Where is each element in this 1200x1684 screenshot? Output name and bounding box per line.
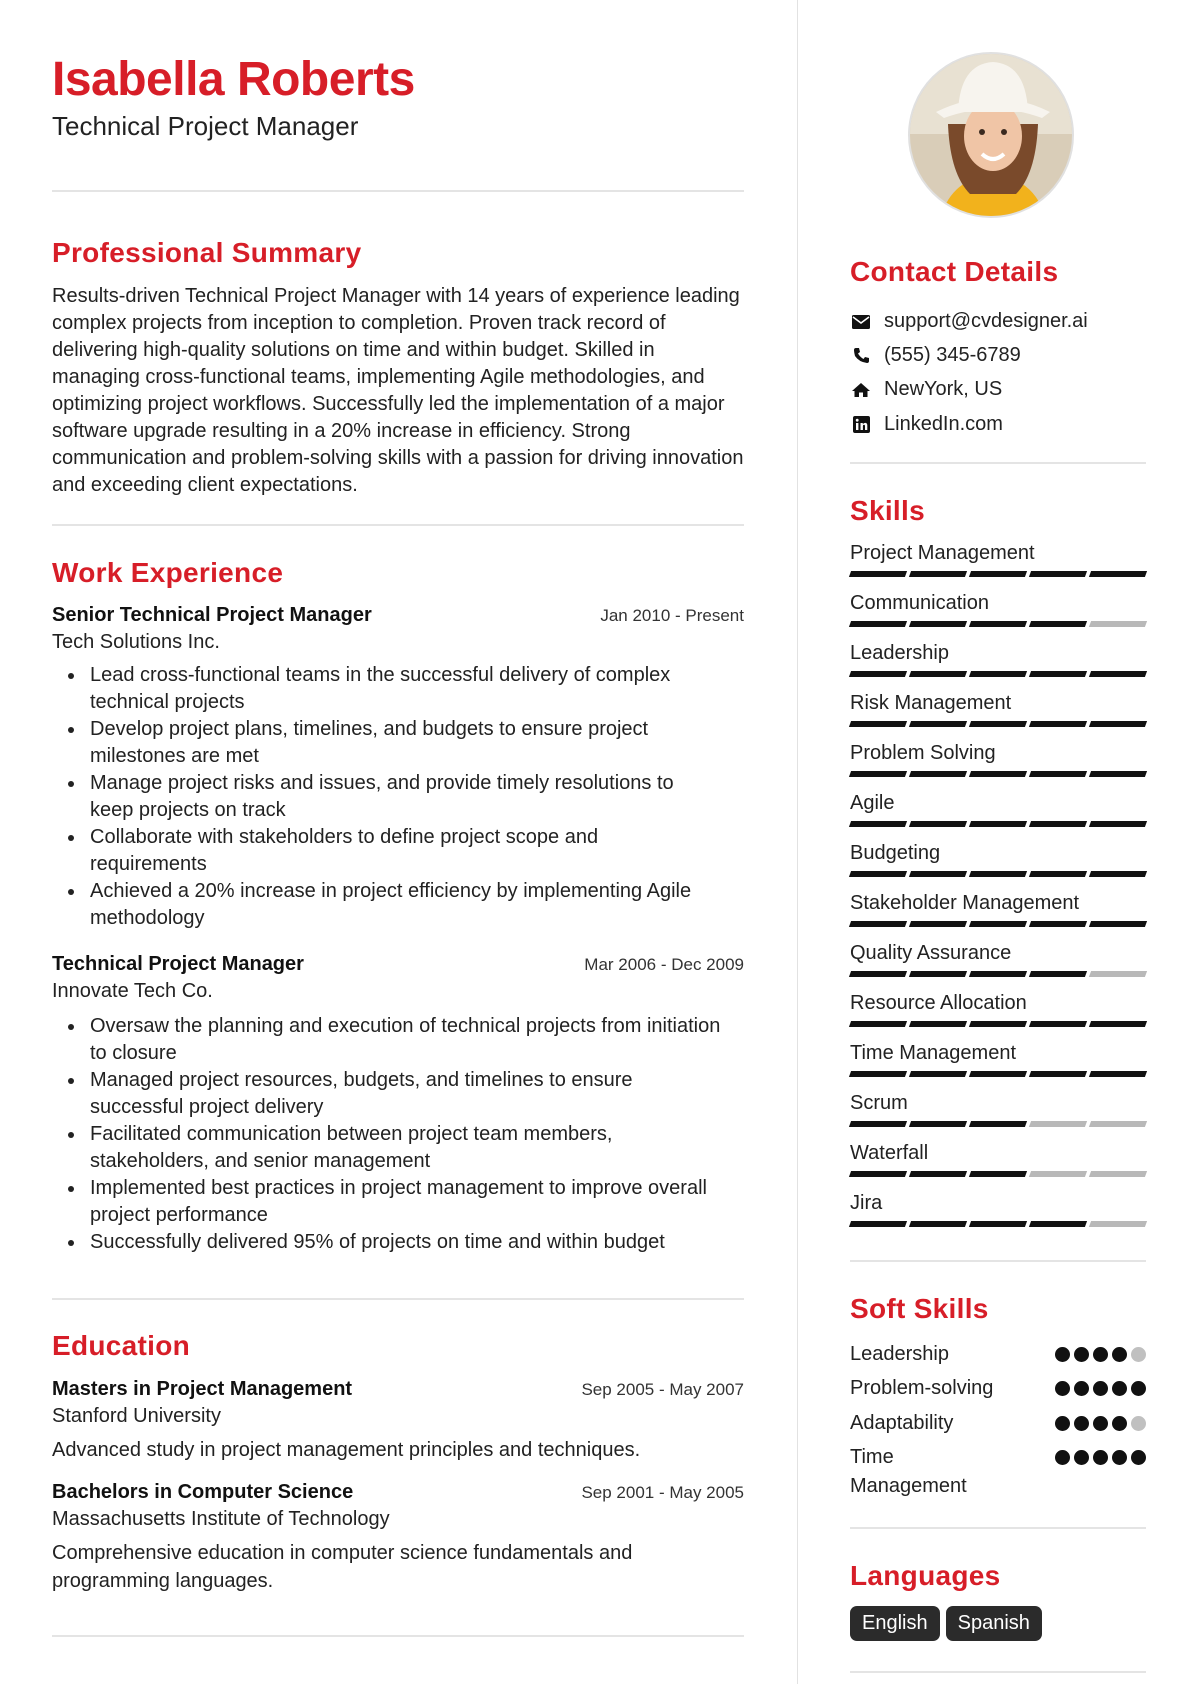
rating-dot (1131, 1381, 1146, 1396)
education-entry (52, 1378, 744, 1464)
skill-level-segment (849, 671, 907, 677)
candidate-title: Technical Project Manager (52, 111, 359, 141)
skill-item (850, 542, 1146, 577)
skill-item (850, 642, 1146, 677)
job-bullets (52, 1013, 744, 1256)
degree-dates: Sep 2005 - May 2007 (581, 1380, 744, 1399)
skill-item (850, 1142, 1146, 1177)
skill-level-segment (1089, 921, 1147, 927)
skill-item (850, 592, 1146, 627)
phone-text: (555) 345-6789 (884, 344, 1021, 366)
skill-level-segment (1029, 1071, 1087, 1077)
skill-level-segment (1029, 671, 1087, 677)
skill-level-segment (849, 1171, 907, 1177)
location-text: NewYork, US (884, 378, 1003, 400)
skill-name: Resource Allocation (850, 992, 1027, 1014)
skill-name: Risk Management (850, 692, 1012, 714)
rating-dot (1055, 1416, 1070, 1431)
skill-level-segment (909, 1071, 967, 1077)
list-item: Facilitated communication between project team members, stakeholders, and senior management (52, 1121, 692, 1175)
degree-description: Advanced study in project management principles and techniques. (52, 1439, 641, 1461)
skill-level-bar (850, 721, 1146, 727)
skill-level-segment (909, 771, 967, 777)
skill-level-bar (850, 1221, 1146, 1227)
skill-level-segment (1029, 721, 1087, 727)
soft-skill-name: Adaptability (850, 1412, 954, 1434)
contact-phone[interactable] (850, 344, 1021, 367)
job-title: Technical Project Manager (52, 953, 304, 975)
linkedin-text: LinkedIn.com (884, 413, 1003, 435)
soft-skill-item (850, 1340, 1146, 1369)
column-divider (797, 0, 798, 1684)
skill-level-segment (909, 1171, 967, 1177)
skill-level-segment (849, 1071, 907, 1077)
skill-level-segment (849, 571, 907, 577)
skill-level-segment (1089, 671, 1147, 677)
school-name: Stanford University (52, 1405, 221, 1427)
education-entry (52, 1481, 744, 1595)
experience-heading: Work Experience (52, 557, 284, 588)
rating-dot (1055, 1347, 1070, 1362)
skill-level-segment (969, 1171, 1027, 1177)
skill-level-segment (1089, 971, 1147, 977)
soft-skill-rating (1055, 1409, 1146, 1438)
list-item: Lead cross-functional teams in the successful delivery of complex technical projects (52, 662, 672, 716)
rating-dot (1112, 1347, 1127, 1362)
skill-item (850, 1192, 1146, 1227)
soft-skill-name: Time Management (850, 1446, 967, 1497)
soft-skill-rating (1055, 1443, 1146, 1501)
rating-dot (1093, 1450, 1108, 1465)
skill-item (850, 942, 1146, 977)
skill-level-segment (1089, 621, 1147, 627)
skill-level-bar (850, 971, 1146, 977)
degree-title: Masters in Project Management (52, 1378, 353, 1400)
divider (52, 190, 744, 192)
skill-level-segment (909, 721, 967, 727)
skill-item (850, 1042, 1146, 1077)
skill-level-segment (909, 1021, 967, 1027)
skill-name: Leadership (850, 642, 949, 664)
soft-skill-rating (1055, 1374, 1146, 1403)
divider (850, 1671, 1146, 1673)
rating-dot (1055, 1381, 1070, 1396)
skill-level-segment (849, 771, 907, 777)
home-icon (850, 379, 872, 401)
list-item: Implemented best practices in project management to improve overall project performance (52, 1175, 744, 1229)
profile-photo (908, 52, 1074, 218)
skill-level-bar (850, 1021, 1146, 1027)
skill-level-segment (849, 971, 907, 977)
rating-dot (1093, 1416, 1108, 1431)
skill-level-segment (969, 921, 1027, 927)
skill-level-segment (849, 1021, 907, 1027)
job-title: Senior Technical Project Manager (52, 604, 372, 626)
skill-item (850, 792, 1146, 827)
skill-level-segment (849, 621, 907, 627)
rating-dot (1131, 1450, 1146, 1465)
skill-name: Scrum (850, 1092, 908, 1114)
skill-level-segment (909, 871, 967, 877)
soft-skill-item (850, 1374, 1146, 1403)
skill-name: Agile (850, 792, 895, 814)
skill-level-segment (1089, 1021, 1147, 1027)
skill-level-segment (1089, 871, 1147, 877)
list-item: Managed project resources, budgets, and timelines to ensure successful project delivery (52, 1067, 692, 1121)
divider (52, 1298, 744, 1300)
divider (52, 524, 744, 526)
rating-dot (1112, 1416, 1127, 1431)
contact-location (850, 378, 1002, 401)
rating-dot (1131, 1347, 1146, 1362)
skill-level-segment (909, 971, 967, 977)
skill-level-segment (909, 821, 967, 827)
skill-level-segment (909, 1221, 967, 1227)
skill-level-segment (969, 671, 1027, 677)
skill-level-bar (850, 921, 1146, 927)
divider (52, 1635, 744, 1637)
soft-skill-item (850, 1443, 1146, 1501)
soft-skill-rating (1055, 1340, 1146, 1369)
skill-level-segment (969, 1071, 1027, 1077)
candidate-name: Isabella Roberts (52, 53, 415, 106)
degree-title: Bachelors in Computer Science (52, 1481, 354, 1503)
skill-level-segment (849, 721, 907, 727)
skill-level-bar (850, 1071, 1146, 1077)
languages-heading: Languages (850, 1560, 1001, 1591)
skill-name: Budgeting (850, 842, 941, 864)
skill-level-bar (850, 671, 1146, 677)
rating-dot (1074, 1347, 1089, 1362)
skill-level-segment (969, 721, 1027, 727)
skill-name: Communication (850, 592, 989, 614)
skill-level-segment (969, 821, 1027, 827)
skill-level-segment (849, 871, 907, 877)
skill-item (850, 992, 1146, 1027)
soft-skill-name: Problem-solving (850, 1377, 994, 1399)
skill-level-segment (909, 921, 967, 927)
skill-level-bar (850, 871, 1146, 877)
divider (850, 1527, 1146, 1529)
skill-level-segment (1029, 821, 1087, 827)
skill-level-segment (1029, 871, 1087, 877)
linkedin-icon (850, 414, 872, 436)
rating-dot (1093, 1347, 1108, 1362)
skill-level-segment (969, 571, 1027, 577)
skill-item (850, 842, 1146, 877)
skill-level-segment (1089, 721, 1147, 727)
job-entry (52, 604, 744, 932)
summary-text: Results-driven Technical Project Manager with 14 years of experience leading complex projects from inception to completion. Proven track record of delivering high-quality solutions on time and within budget. Skilled in managing cross-functional teams, implementing Agile methodologies, and optimizing project workflows. Successfully led the implementation of a major software upgrade resulting in a 20% increase in efficiency. Strong communication and problem-solving skills with a passion for driving innovation and exceeding client expectations. (52, 285, 744, 496)
skill-level-segment (909, 671, 967, 677)
skill-level-bar (850, 821, 1146, 827)
skill-level-segment (909, 1121, 967, 1127)
list-item: Successfully delivered 95% of projects on time and within budget (52, 1229, 744, 1256)
job-dates: Jan 2010 - Present (600, 606, 744, 625)
list-item: Manage project risks and issues, and provide timely resolutions to keep projects on track (52, 770, 722, 824)
list-item: Oversaw the planning and execution of technical projects from initiation to closure (52, 1013, 732, 1067)
company-name: Innovate Tech Co. (52, 980, 213, 1002)
skill-level-segment (849, 1121, 907, 1127)
skill-level-bar (850, 1121, 1146, 1127)
skill-level-segment (1089, 821, 1147, 827)
contact-heading: Contact Details (850, 256, 1059, 287)
skill-level-segment (849, 1221, 907, 1227)
rating-dot (1131, 1416, 1146, 1431)
skill-level-segment (969, 1221, 1027, 1227)
rating-dot (1093, 1381, 1108, 1396)
skill-name: Problem Solving (850, 742, 996, 764)
rating-dot (1074, 1381, 1089, 1396)
skill-level-segment (969, 971, 1027, 977)
skill-level-segment (1029, 771, 1087, 777)
skill-level-segment (1089, 1071, 1147, 1077)
contact-linkedin[interactable] (850, 413, 1003, 436)
skill-level-segment (1029, 571, 1087, 577)
skill-level-bar (850, 1171, 1146, 1177)
language-badge: Spanish (946, 1606, 1042, 1641)
skill-level-segment (1089, 1221, 1147, 1227)
contact-email[interactable] (850, 310, 1088, 333)
skill-level-segment (969, 1021, 1027, 1027)
education-heading: Education (52, 1330, 191, 1361)
summary-heading: Professional Summary (52, 237, 362, 268)
skill-level-bar (850, 771, 1146, 777)
skill-level-segment (969, 771, 1027, 777)
phone-icon (850, 345, 872, 367)
soft-skill-item (850, 1409, 1146, 1438)
skill-level-segment (1089, 1171, 1147, 1177)
skill-level-segment (1089, 771, 1147, 777)
soft-skill-name: Leadership (850, 1343, 949, 1365)
rating-dot (1074, 1450, 1089, 1465)
skill-level-segment (1089, 571, 1147, 577)
skill-name: Quality Assurance (850, 942, 1012, 964)
skill-level-segment (909, 621, 967, 627)
job-bullets (52, 662, 744, 932)
skill-level-segment (1029, 1121, 1087, 1127)
skill-level-segment (1029, 1221, 1087, 1227)
skill-level-bar (850, 571, 1146, 577)
skills-heading: Skills (850, 495, 925, 526)
skill-item (850, 1092, 1146, 1127)
school-name: Massachusetts Institute of Technology (52, 1508, 390, 1530)
job-entry (52, 953, 744, 1256)
skill-level-bar (850, 621, 1146, 627)
skill-name: Stakeholder Management (850, 892, 1080, 914)
rating-dot (1074, 1416, 1089, 1431)
skill-level-segment (1029, 621, 1087, 627)
envelope-icon (850, 311, 872, 333)
skill-level-segment (1089, 1121, 1147, 1127)
skill-level-segment (909, 571, 967, 577)
company-name: Tech Solutions Inc. (52, 631, 220, 653)
avatar (910, 54, 1074, 218)
list-item: Develop project plans, timelines, and budgets to ensure project milestones are met (52, 716, 672, 770)
list-item: Collaborate with stakeholders to define project scope and requirements (52, 824, 682, 878)
skill-level-segment (1029, 1021, 1087, 1027)
languages-list (850, 1606, 1042, 1641)
list-item: Achieved a 20% increase in project efficiency by implementing Agile methodology (52, 878, 744, 932)
skill-level-segment (969, 1121, 1027, 1127)
degree-dates: Sep 2001 - May 2005 (581, 1483, 744, 1502)
skill-level-segment (849, 921, 907, 927)
soft-skills-heading: Soft Skills (850, 1293, 989, 1324)
skill-level-segment (969, 621, 1027, 627)
divider (850, 1260, 1146, 1262)
skill-item (850, 692, 1146, 727)
email-text: support@cvdesigner.ai (884, 310, 1088, 332)
skill-name: Waterfall (850, 1142, 929, 1164)
rating-dot (1055, 1450, 1070, 1465)
skill-item (850, 742, 1146, 777)
rating-dot (1112, 1381, 1127, 1396)
skill-level-segment (1029, 1171, 1087, 1177)
skill-level-segment (1029, 921, 1087, 927)
skill-name: Jira (850, 1192, 883, 1214)
job-dates: Mar 2006 - Dec 2009 (584, 955, 744, 974)
language-badge: English (850, 1606, 940, 1641)
skill-item (850, 892, 1146, 927)
skill-level-segment (849, 821, 907, 827)
skill-name: Project Management (850, 542, 1035, 564)
skill-level-segment (1029, 971, 1087, 977)
skill-level-segment (969, 871, 1027, 877)
degree-description: Comprehensive education in computer science fundamentals and programming languages. (52, 1542, 633, 1592)
divider (850, 462, 1146, 464)
skill-name: Time Management (850, 1042, 1016, 1064)
rating-dot (1112, 1450, 1127, 1465)
